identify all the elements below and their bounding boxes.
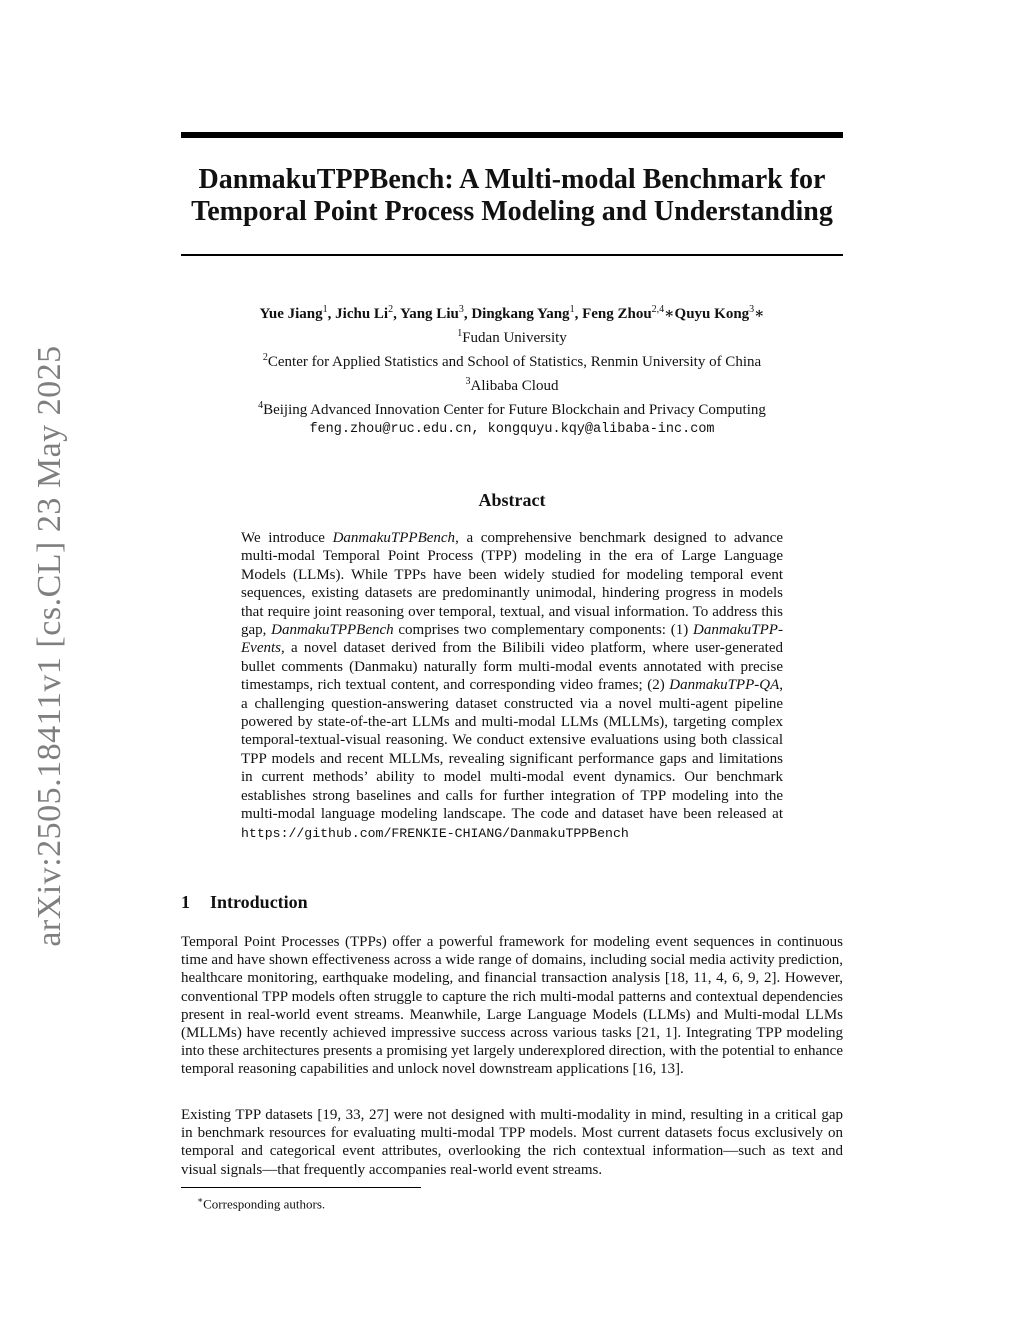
author-separator: , xyxy=(327,306,336,322)
author-separator: , xyxy=(574,306,583,322)
abstract-body: We introduce DanmakuTPPBench, a comprehensive benchmark designed to advance multi-modal Temporal Point Process (TPP) modeling in the era of Large Language Models (LLMs). While TPPs have been widely studied for modeling temporal event sequences, existing datasets are predominantly unimodal, hindering progress in models that require joint reasoning over temporal, textual, and visual information. To address this gap, DanmakuTPPBench comprises two complementary components: (1) DanmakuTPP-Events, a novel dataset derived from the Bilibili video platform, where user-generated bullet comments (Danmaku) naturally form multi-modal events annotated with precise timestamps, rich textual content, and corresponding video frames; (2) DanmakuTPP-QA, a challenging question-answering dataset constructed via a novel multi-agent pipeline powered by state-of-the-art LLMs and multi-modal LLMs (MLLMs), targeting complex temporal-textual-visual reasoning. We conduct extensive evaluations using both classical TPP models and recent MLLMs, revealing significant performance gaps and limitations in current methods’ ability to model multi-modal event dynamics. Our benchmark establishes strong baselines and calls for further integration of TPP modeling into the multi-modal language modeling landscape. The code and dataset have been released at https://github.com/FRENKIE-CHIANG/DanmakuTPPBench xyxy=(241,530,783,841)
section-heading-introduction xyxy=(181,891,308,913)
author-block xyxy=(160,300,864,439)
title-top-rule xyxy=(181,132,843,138)
paper-title xyxy=(160,164,864,228)
affiliation: $^4$Beijing Advanced Innovation Center for Future Blockchain and Privacy Computing xyxy=(258,400,766,418)
affiliation: $^3$Alibaba Cloud xyxy=(465,376,559,394)
author-separator: ∗ xyxy=(664,306,675,322)
dataset-name: DanmakuTPP-Events xyxy=(241,622,783,657)
affiliation: $^1$Fudan University xyxy=(457,328,567,346)
intro-paragraph-2: Existing TPP datasets [19, 33, 27] were not designed with multi-modality in mind, resulting in a critical gap in benchmark resources for evaluating multi-modal TPP models. Most current datasets focus exclusively on temporal and categorical event attributes, overlooking the rich contextual information—such as text and visual signals—that frequently accompanies real-world event streams. xyxy=(181,1107,843,1178)
author-separator: , xyxy=(393,306,401,322)
author-name: Quyu Kong xyxy=(674,306,750,322)
affiliation: $^2$Center for Applied Statistics and School of Statistics, Renmin University of China xyxy=(262,352,762,370)
author-name: Jichu Li xyxy=(335,306,389,322)
intro-paragraph-1: Temporal Point Processes (TPPs) offer a powerful framework for modeling event sequences in continuous time and have shown effectiveness across a wide range of domains, including social media activity prediction, healthcare monitoring, earthquake modeling, and financial transaction analysis [18, 11, 4, 6, 9, 2]. However, conventional TPP models often struggle to capture the rich multi-modal patterns and contextual dependencies present in real-world event streams. Meanwhile, Large Language Models (LLMs) and Multi-modal LLMs (MLLMs) have recently achieved impressive success across various tasks [21, 1]. Integrating TPP modeling into these architectures presents a promising yet largely underexplored direction, with the potential to enhance temporal reasoning capabilities and unlock novel downstream applications [16, 13]. xyxy=(181,934,843,1078)
footnote-text: Corresponding authors. xyxy=(203,1196,326,1212)
author-affiliation-mark: 1 xyxy=(569,304,575,315)
author-list xyxy=(160,300,864,324)
title-line-1: DanmakuTPPBench: A Multi-modal Benchmark for xyxy=(198,164,826,195)
author-affiliation-mark: 3 xyxy=(749,304,755,315)
footnote xyxy=(197,1192,325,1212)
author-name: Feng Zhou xyxy=(582,306,652,322)
author-affiliation-mark: 1 xyxy=(322,304,328,315)
section-number: 1 xyxy=(181,892,190,912)
abstract-heading: Abstract xyxy=(478,490,546,510)
title-line-2: Temporal Point Process Modeling and Understanding xyxy=(191,196,833,227)
author-separator: ∗ xyxy=(754,306,765,322)
contact-emails: feng.zhou@ruc.edu.cn, kongquyu.kqy@alibaba-inc.com xyxy=(309,422,715,437)
benchmark-name: DanmakuTPPBench xyxy=(332,530,456,546)
author-affiliation-mark: 2 xyxy=(388,304,394,315)
code-url-link[interactable]: https://github.com/FRENKIE-CHIANG/DanmakuTPPBench xyxy=(241,825,629,841)
arxiv-identifier: arXiv:2505.18411v1 [cs.CL] 23 May 2025 xyxy=(31,345,68,947)
dataset-name: DanmakuTPP-QA xyxy=(669,677,780,694)
footnote-rule xyxy=(181,1187,421,1188)
title-bottom-rule xyxy=(181,254,843,256)
author-name: Yang Liu xyxy=(400,306,459,322)
author-affiliation-mark: 2,4 xyxy=(651,304,665,315)
author-separator: , xyxy=(463,306,472,322)
author-affiliation-mark: 3 xyxy=(458,304,464,315)
footnote-mark: ∗ xyxy=(197,1195,204,1205)
author-name: Yue Jiang xyxy=(259,306,323,322)
author-name: Dingkang Yang xyxy=(471,306,570,322)
section-title: Introduction xyxy=(210,892,308,912)
benchmark-name: DanmakuTPPBench xyxy=(271,622,394,639)
